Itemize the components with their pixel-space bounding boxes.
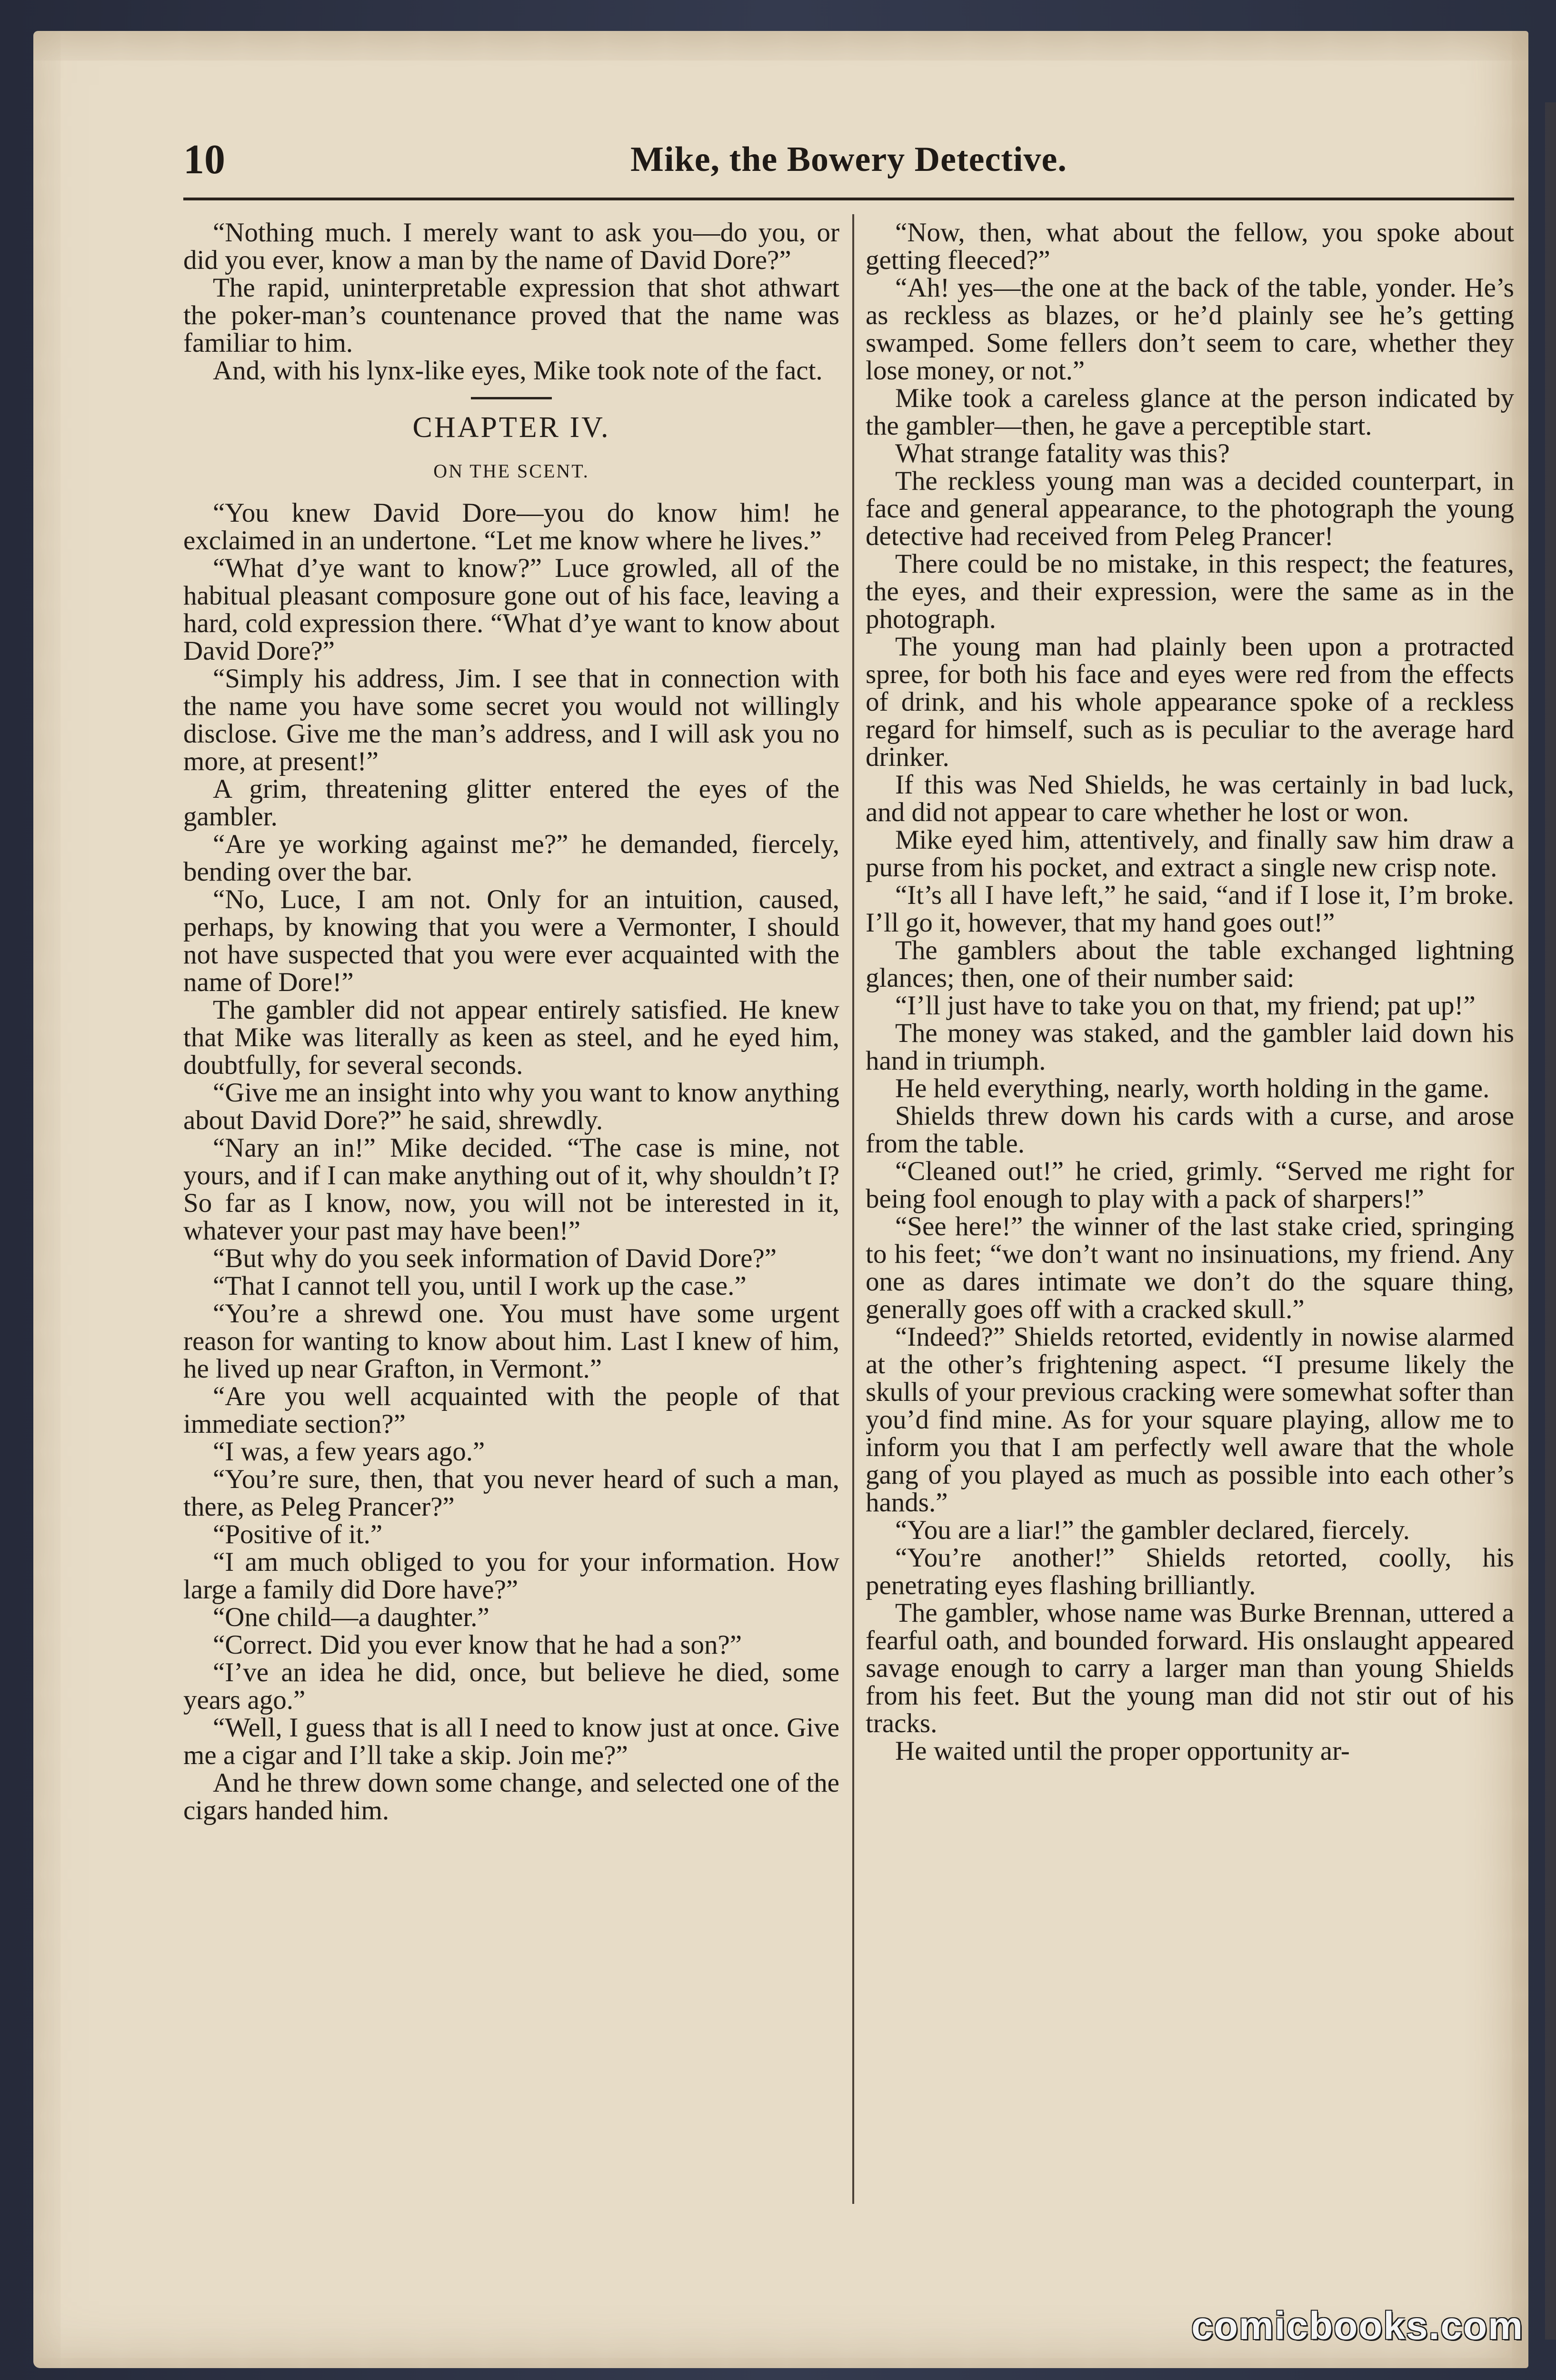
body-paragraph: Mike took a careless glance at the person indicated by the gambler—then, he gave a perceptible start. (866, 383, 1514, 441)
page-edge-shadow (1545, 102, 1556, 2340)
body-paragraph: Shields threw down his cards with a curse, and arose from the table. (866, 1101, 1514, 1159)
header-rule (183, 198, 1514, 200)
chapter-subtitle: ON THE SCENT. (433, 460, 589, 482)
body-paragraph: “No, Luce, I am not. Only for an intuition, caused, perhaps, by knowing that you were a Vermonter, I should not have suspected that you were ever acquainted with the name of Dore!” (183, 884, 839, 997)
body-paragraph: “Well, I guess that is all I need to know just at once. Give me a cigar and I’ll take a skip. Join me?” (183, 1713, 839, 1770)
body-paragraph: And he threw down some change, and selected one of the cigars handed him. (183, 1768, 839, 1825)
body-paragraph: The gambler did not appear entirely satisfied. He knew that Mike was literally as keen as steel, and he eyed him, doubtfully, for several seconds. (183, 995, 839, 1080)
body-paragraph: “Cleaned out!” he cried, grimly. “Served me right for being fool enough to play with a pack of sharpers!” (866, 1156, 1514, 1214)
body-paragraph: The money was staked, and the gambler laid down his hand in triumph. (866, 1018, 1514, 1076)
body-paragraph: “I am much obliged to you for your information. How large a family did Dore have?” (183, 1547, 839, 1605)
body-paragraph: A grim, threatening glitter entered the eyes of the gambler. (183, 774, 839, 832)
body-paragraph: “What d’ye want to know?” Luce growled, all of the habitual pleasant composure gone out of his face, leaving a hard, cold expression there. “What d’ye want to know about David Dore?” (183, 553, 839, 666)
left-paragraphs-before (183, 219, 839, 385)
body-paragraph: “I was, a few years ago.” (213, 1437, 485, 1467)
body-paragraph: The young man had plainly been upon a protracted spree, for both his face and eyes were red from the effects of drink, and his whole appearance spoke of a reckless regard for himself, such as is peculiar to the average hard drinker. (866, 632, 1514, 772)
body-paragraph: “Nothing much. I merely want to ask you—do you, or did you ever, know a man by the name of David Dore?” (183, 218, 839, 275)
page-header (183, 136, 1514, 188)
running-title: Mike, the Bowery Detective. (630, 140, 1067, 179)
body-paragraph: “Now, then, what about the fellow, you spoke about getting fleeced?” (866, 218, 1514, 275)
body-paragraph: There could be no mistake, in this respect; the features, the eyes, and their expression, were the same as in the photograph. (866, 549, 1514, 634)
body-paragraph: “Positive of it.” (213, 1519, 383, 1549)
body-paragraph: “Ah! yes—the one at the back of the table, yonder. He’s as reckless as blazes, or he’d plainly see he’s getting swamped. Some fellers don’t seem to care, whether they lose money, or not.” (866, 273, 1514, 386)
body-paragraph: “Nary an in!” Mike decided. “The case is mine, not yours, and if I can make anything out of it, why shouldn’t I? So far as I know, now, you will not be interested in it, whatever your past may have been!” (183, 1133, 839, 1246)
body-paragraph: “Are you well acquainted with the people of that immediate section?” (183, 1381, 839, 1439)
body-paragraph: “You’re sure, then, that you never heard of such a man, there, as Peleg Prancer?” (183, 1464, 839, 1522)
body-paragraph: “You knew David Dore—you do know him! he exclaimed in an undertone. “Let me know where he lives.” (183, 498, 839, 555)
body-paragraph: He held everything, nearly, worth holding in the game. (895, 1073, 1490, 1103)
body-paragraph: The gamblers about the table exchanged lightning glances; then, one of their number said: (866, 935, 1514, 993)
body-paragraph: And, with his lynx-like eyes, Mike took note of the fact. (213, 356, 823, 386)
body-paragraph: The rapid, uninterpretable expression that shot athwart the poker-man’s countenance proved that the name was familiar to him. (183, 273, 839, 358)
body-paragraph: “Simply his address, Jim. I see that in connection with the name you have some secret you would not willingly disclose. Give me the man’s address, and I will ask you no more, at present!” (183, 664, 839, 776)
body-paragraph: “You are a liar!” the gambler declared, fiercely. (895, 1515, 1410, 1545)
body-paragraph: “That I cannot tell you, until I work up the case.” (213, 1271, 747, 1301)
body-paragraph: “Indeed?” Shields retorted, evidently in nowise alarmed at the other’s frightening aspect. “I presume likely the skulls of your previous cracking were somewhat softer than you’d find mine. As for your square playing, allow me to inform you that I am perfectly well aware that the whole gang of you played as much as possible into each other’s hands.” (866, 1322, 1514, 1517)
body-paragraph: “I’ve an idea he did, once, but believe he died, some years ago.” (183, 1657, 839, 1715)
body-paragraph: He waited until the proper opportunity ar- (895, 1736, 1350, 1766)
body-paragraph: Mike eyed him, attentively, and finally saw him draw a purse from his pocket, and extract a single new crisp note. (866, 825, 1514, 883)
chapter-rule (471, 397, 552, 399)
body-paragraph: What strange fatality was this? (895, 438, 1230, 468)
body-paragraph: “I’ll just have to take you on that, my friend; pat up!” (895, 991, 1476, 1021)
page-number: 10 (183, 137, 225, 183)
body-paragraph: The gambler, whose name was Burke Brennan, uttered a fearful oath, and bounded forward. His onslaught appeared savage enough to carry a larger man than young Shields from his feet. But the young man did not stir out of his tracks. (866, 1598, 1514, 1738)
body-paragraph: “But why do you seek information of David Dore?” (213, 1243, 777, 1273)
body-paragraph: If this was Ned Shields, he was certainly in bad luck, and did not appear to care whether he lost or won. (866, 770, 1514, 827)
body-paragraph: “It’s all I have left,” he said, “and if I lose it, I’m broke. I’ll go it, however, that my hand goes out!” (866, 880, 1514, 938)
body-paragraph: “Correct. Did you ever know that he had a son?” (213, 1630, 742, 1660)
body-paragraph: “You’re another!” Shields retorted, coolly, his penetrating eyes flashing brilliantly. (866, 1543, 1514, 1600)
left-paragraphs-after (183, 499, 839, 1825)
body-paragraph: “See here!” the winner of the last stake cried, springing to his feet; “we don’t want no insinuations, my friend. Any one as dares intimate we don’t do the square thing, generally goes off with a cracked skull.” (866, 1211, 1514, 1324)
body-paragraph: “You’re a shrewd one. You must have some urgent reason for wanting to know about him. Last I knew of him, he lived up near Grafton, in Vermont.” (183, 1299, 839, 1384)
body-paragraph: The reckless young man was a decided counterpart, in face and general appearance, to the photograph the young detective had received from Peleg Prancer! (866, 466, 1514, 551)
chapter-title: CHAPTER IV. (412, 411, 610, 444)
body-paragraph: “One child—a daughter.” (213, 1602, 489, 1632)
right-column (866, 219, 1514, 1765)
body-paragraph: “Give me an insight into why you want to know anything about David Dore?” he said, shrewdly. (183, 1078, 839, 1135)
body-paragraph: “Are ye working against me?” he demanded, fiercely, bending over the bar. (183, 829, 839, 887)
watermark: comicbooks.com (1191, 2304, 1524, 2348)
left-column (183, 219, 839, 1825)
column-divider (852, 214, 854, 2204)
